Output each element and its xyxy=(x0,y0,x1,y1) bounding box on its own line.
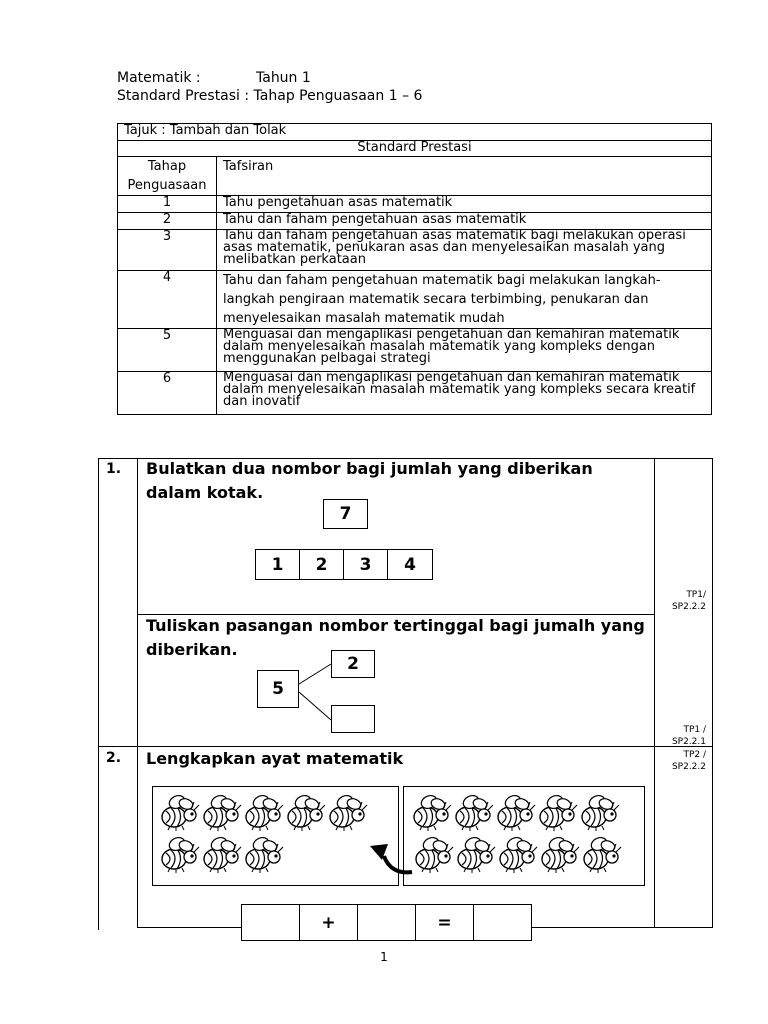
bee-icon xyxy=(242,834,284,878)
level-cell: 3 xyxy=(118,230,217,271)
frame-right xyxy=(712,458,713,928)
page-number: 1 xyxy=(380,950,388,964)
frame-tag-divider xyxy=(654,458,655,928)
q1b-instruction: Tuliskan pasangan nombor tertinggal bagi jumalh yang diberikan. xyxy=(146,616,645,659)
bee-icon xyxy=(410,792,452,836)
interpretation-cell: Tahu dan faham pengetahuan matematik bagi melakukan langkah-langkah pengiraan matematik secara terbimbing, penukaran dan menyelesaikan masalah matematik mudah xyxy=(217,271,712,329)
target-number-box: 7 xyxy=(323,499,368,529)
table-row xyxy=(118,372,712,415)
table-row xyxy=(118,230,712,271)
level-cell: 4 xyxy=(118,271,217,329)
table-heading: Standard Prestasi xyxy=(118,141,712,157)
equation-equals-sign: = xyxy=(415,904,474,941)
level-cell: 2 xyxy=(118,213,217,230)
option-box[interactable]: 3 xyxy=(343,549,388,580)
q2-number: 2. xyxy=(106,750,122,766)
number-bond-part-blank[interactable] xyxy=(331,705,375,733)
bee-icon xyxy=(494,792,536,836)
bee-icon xyxy=(284,792,326,836)
bee-icon xyxy=(452,792,494,836)
standard-line: Standard Prestasi : Tahap Penguasaan 1 – 6 xyxy=(117,88,423,104)
q1a-instruction: Bulatkan dua nombor bagi jumlah yang diberikan dalam kotak. xyxy=(146,459,593,502)
level-cell: 6 xyxy=(118,372,217,415)
option-box[interactable]: 2 xyxy=(299,549,344,580)
interpretation-cell: Tahu dan faham pengetahuan asas matematik bagi melakukan operasi asas matematik, penukaran asas dan menyelesaikan masalah yang melibatkan perkataan xyxy=(217,230,712,271)
q1-number: 1. xyxy=(106,461,122,477)
equation-blank-2[interactable] xyxy=(357,904,416,941)
bee-icon xyxy=(412,834,454,878)
bee-icon xyxy=(200,834,242,878)
standards-table xyxy=(117,123,712,415)
number-bond-connectors xyxy=(295,660,335,726)
equation-blank-1[interactable] xyxy=(241,904,300,941)
bee-icon xyxy=(158,834,200,878)
bee-icon xyxy=(578,792,620,836)
frame-left xyxy=(98,458,99,930)
subject-label: Matematik : xyxy=(117,70,201,86)
option-box[interactable]: 4 xyxy=(387,549,433,580)
equation-plus-sign: + xyxy=(299,904,358,941)
interpretation-cell: Menguasai dan mengaplikasi pengetahuan dan kemahiran matematik dalam menyelesaikan masalah matematik yang kompleks dengan menggunakan pelbagai strategi xyxy=(217,329,712,372)
table-row xyxy=(118,329,712,372)
bee-icon xyxy=(242,792,284,836)
arrow-icon xyxy=(362,838,418,878)
frame-number-divider xyxy=(137,458,138,928)
interpretation-cell: Tahu pengetahuan asas matematik xyxy=(217,196,712,213)
bee-icon xyxy=(496,834,538,878)
bee-icon xyxy=(536,792,578,836)
q1a-tag: TP1/ SP2.2.2 xyxy=(671,590,706,612)
bee-icon xyxy=(580,834,622,878)
level-cell: 1 xyxy=(118,196,217,213)
table-row xyxy=(118,196,712,213)
topic-cell: Tajuk : Tambah dan Tolak xyxy=(118,124,712,141)
year-label: Tahun 1 xyxy=(256,70,311,86)
bee-icon xyxy=(538,834,580,878)
option-box[interactable]: 1 xyxy=(255,549,300,580)
level-cell: 5 xyxy=(118,329,217,372)
bee-icon xyxy=(326,792,368,836)
q1b-tag: TP1 / SP2.2.1 xyxy=(671,725,706,747)
table-row xyxy=(118,213,712,230)
interpretation-cell: Menguasai dan mengaplikasi pengetahuan dan kemahiran matematik dalam menyelesaikan masalah matematik yang kompleks secara kreatif dan inovatif xyxy=(217,372,712,415)
bee-icon xyxy=(200,792,242,836)
number-bond-part-known: 2 xyxy=(331,650,375,678)
q2-instruction: Lengkapkan ayat matematik xyxy=(146,749,404,768)
col-interpretation-header: Tafsiran xyxy=(217,157,712,196)
bee-icon xyxy=(158,792,200,836)
interpretation-cell: Tahu dan faham pengetahuan asas matematik xyxy=(217,213,712,230)
equation-blank-3[interactable] xyxy=(473,904,532,941)
bee-icon xyxy=(454,834,496,878)
q2-tag: TP2 / SP2.2.2 xyxy=(671,750,706,772)
table-row xyxy=(118,271,712,329)
number-bond-whole: 5 xyxy=(257,670,299,708)
col-level-header: Tahap Penguasaan xyxy=(118,157,217,196)
